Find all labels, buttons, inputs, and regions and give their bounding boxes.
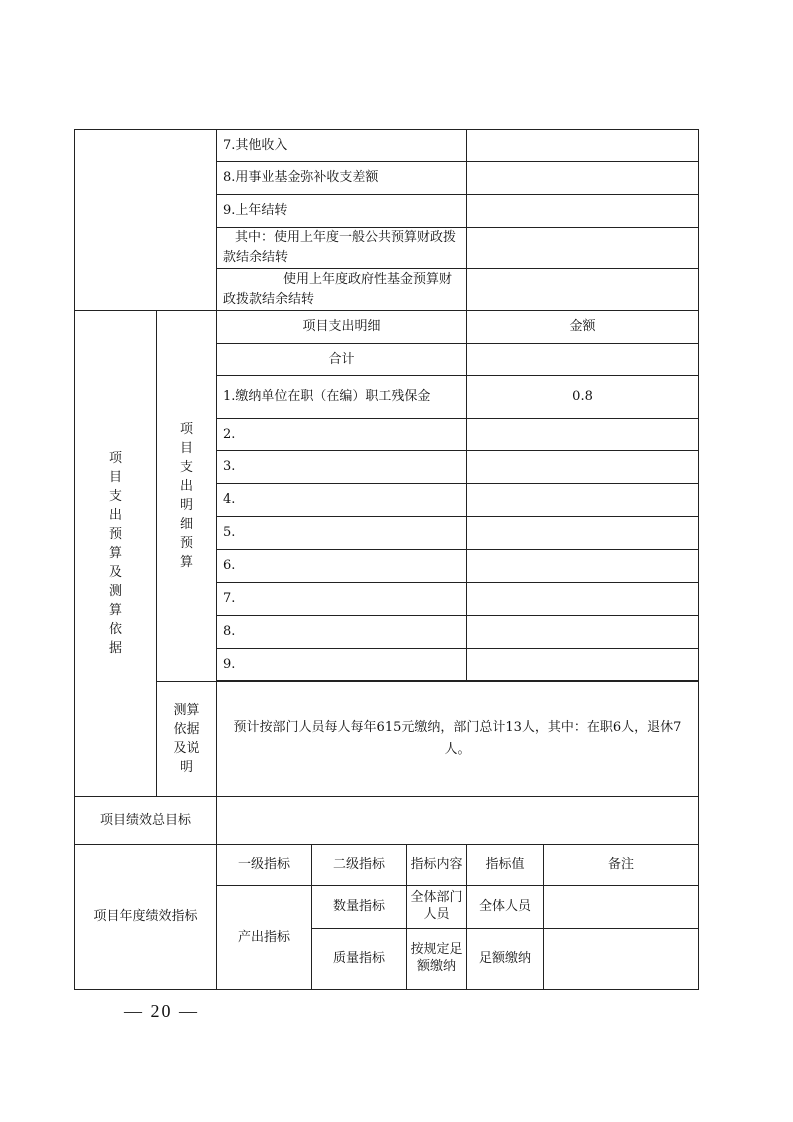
annual-level1: 产出指标 [217, 886, 312, 990]
annual-content-cell [407, 886, 467, 929]
expense-item-label: 1.缴纳单位在职（在编）职工残保金 [217, 376, 467, 419]
income-value-9 [467, 195, 699, 228]
expense-item-amount [467, 550, 699, 583]
expense-item-label: 2. [217, 419, 467, 451]
expense-outer-label-cell [75, 311, 157, 797]
expense-inner-label-cell [157, 311, 217, 682]
income-label-fund-carryover: 使用上年度政府性基金预算财政拨款结余结转 [217, 269, 467, 311]
expense-item-label: 7. [217, 583, 467, 616]
income-row-7 [75, 130, 699, 162]
income-value-fund-carryover [467, 269, 699, 311]
annual-header-content: 指标内容 [410, 857, 463, 872]
annual-header-value: 指标值 [467, 845, 544, 886]
annual-content: 全体部门人员 [410, 890, 463, 922]
expense-item-amount [467, 649, 699, 681]
overall-goal-label: 项目绩效总目标 [75, 797, 217, 845]
income-value-public-carryover [467, 228, 699, 269]
expense-header-amount: 金额 [467, 311, 699, 344]
income-label-9: 9.上年结转 [217, 195, 467, 228]
income-value-7 [467, 130, 699, 162]
annual-header-level2: 二级指标 [312, 845, 407, 886]
basis-label-cell [157, 682, 217, 797]
expense-item-amount [467, 419, 699, 451]
expense-item-amount [467, 583, 699, 616]
annual-header-note: 备注 [544, 845, 699, 886]
annual-value: 全体人员 [479, 899, 532, 914]
annual-level2: 数量指标 [312, 886, 407, 929]
annual-header-level1: 一级指标 [217, 845, 312, 886]
income-label-8: 8.用事业基金弥补收支差额 [217, 162, 467, 195]
income-value-8 [467, 162, 699, 195]
expense-item-label: 9. [217, 649, 467, 681]
income-label-7: 7.其他收入 [217, 130, 467, 162]
expense-item-label: 8. [217, 616, 467, 649]
expense-item-amount [467, 517, 699, 550]
expense-total-label: 合计 [217, 344, 467, 376]
annual-value: 足额缴纳 [479, 951, 532, 966]
expense-item-amount [467, 484, 699, 517]
expense-item-amount: 0.8 [467, 376, 699, 419]
annual-value-cell [467, 886, 544, 929]
expense-item-label: 5. [217, 517, 467, 550]
annual-goal-label: 项目年度绩效指标 [75, 845, 217, 990]
expense-item-label: 4. [217, 484, 467, 517]
annual-note [544, 929, 699, 990]
page-number: — 20 — [124, 1001, 199, 1021]
basis-text: 预计按部门人员每人每年615元缴纳，部门总计13人，其中：在职6人，退休7人。 [217, 682, 699, 797]
income-label-public-carryover: 其中：使用上年度一般公共预算财政拨款结余结转 [217, 228, 467, 269]
income-blank-cell [75, 130, 217, 311]
expense-item-amount [467, 616, 699, 649]
expense-header-detail: 项目支出明细 [217, 311, 467, 344]
budget-table [74, 129, 699, 990]
expense-item-label: 3. [217, 451, 467, 484]
annual-header-row [75, 845, 699, 886]
expense-outer-label: 项目支出预算及测算依据 [108, 450, 122, 656]
annual-content-cell [407, 929, 467, 990]
expense-inner-label: 项目支出明细预算 [179, 421, 193, 570]
annual-note [544, 886, 699, 929]
basis-label: 测算依据及说明 [173, 702, 200, 775]
expense-item-label: 6. [217, 550, 467, 583]
overall-goal-value [217, 797, 699, 845]
annual-value-cell [467, 929, 544, 990]
expense-item-amount [467, 451, 699, 484]
annual-level2: 质量指标 [312, 929, 407, 990]
annual-content: 按规定足额缴纳 [410, 942, 463, 974]
annual-header-content-cell [407, 845, 467, 886]
overall-goal-row [75, 797, 699, 845]
expense-header-row [75, 311, 699, 344]
basis-row [75, 682, 699, 797]
expense-total-value [467, 344, 699, 376]
